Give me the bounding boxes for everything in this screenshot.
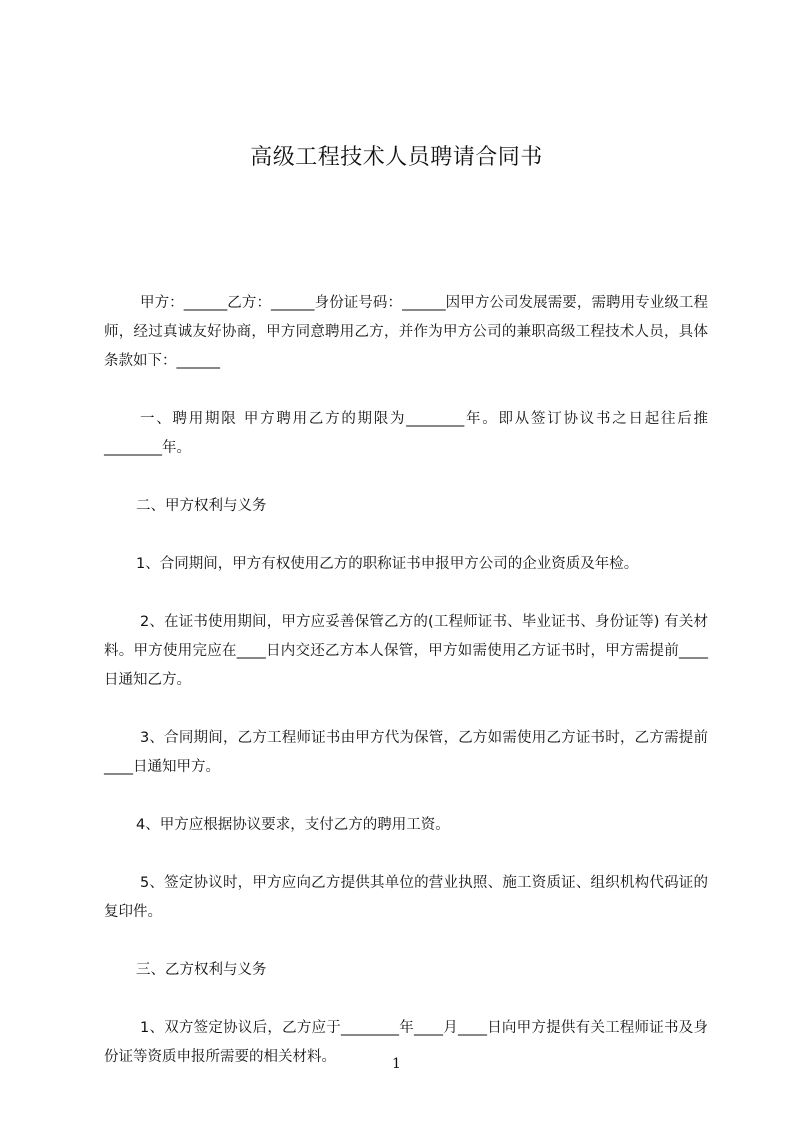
document-title: 高级工程技术人员聘请合同书 <box>250 145 543 170</box>
section-2-heading: 二、甲方权利与义务 <box>136 498 267 514</box>
section-2-item-5: 5、签定协议时，甲方应向乙方提供其单位的营业执照、施工资质证、组织机构代码证的复印件。 <box>104 875 708 920</box>
document-body <box>104 289 708 1072</box>
section-3-heading: 三、乙方权利与义务 <box>136 962 267 978</box>
section-2-item-2: 2、在证书使用期间，甲方应妥善保管乙方的(工程师证书、毕业证书、身份证等) 有关材料。甲方使用完应在____日内交还乙方本人保管，甲方如需使用乙方证书时，甲方需提前____日通知乙方。 <box>104 614 708 688</box>
section-2-item-1: 1、合同期间，甲方有权使用乙方的职称证书申报甲方公司的企业资质及年检。 <box>136 556 639 572</box>
section-2-item-3: 3、合同期间，乙方工程师证书由甲方代为保管，乙方如需使用乙方证书时，乙方需提前____日通知甲方。 <box>104 730 708 775</box>
intro-paragraph: 甲方：______乙方：______身份证号码：______因甲方公司发展需要，需聘用专业级工程师，经过真诚友好协商，甲方同意聘用乙方，并作为甲方公司的兼职高级工程技术人员，具体条款如下：______ <box>104 295 708 369</box>
page-number: 1 <box>392 1056 401 1072</box>
section-3-item-1: 1、双方签定协议后，乙方应于________年____月____日向甲方提供有关工程师证书及身份证等资质申报所需要的相关材料。 <box>104 1020 708 1065</box>
section-2-item-4: 4、甲方应根据协议要求，支付乙方的聘用工资。 <box>136 817 450 833</box>
section-1-term: 一、聘用期限 甲方聘用乙方的期限为________年。即从签订协议书之日起往后推________年。 <box>104 411 708 456</box>
